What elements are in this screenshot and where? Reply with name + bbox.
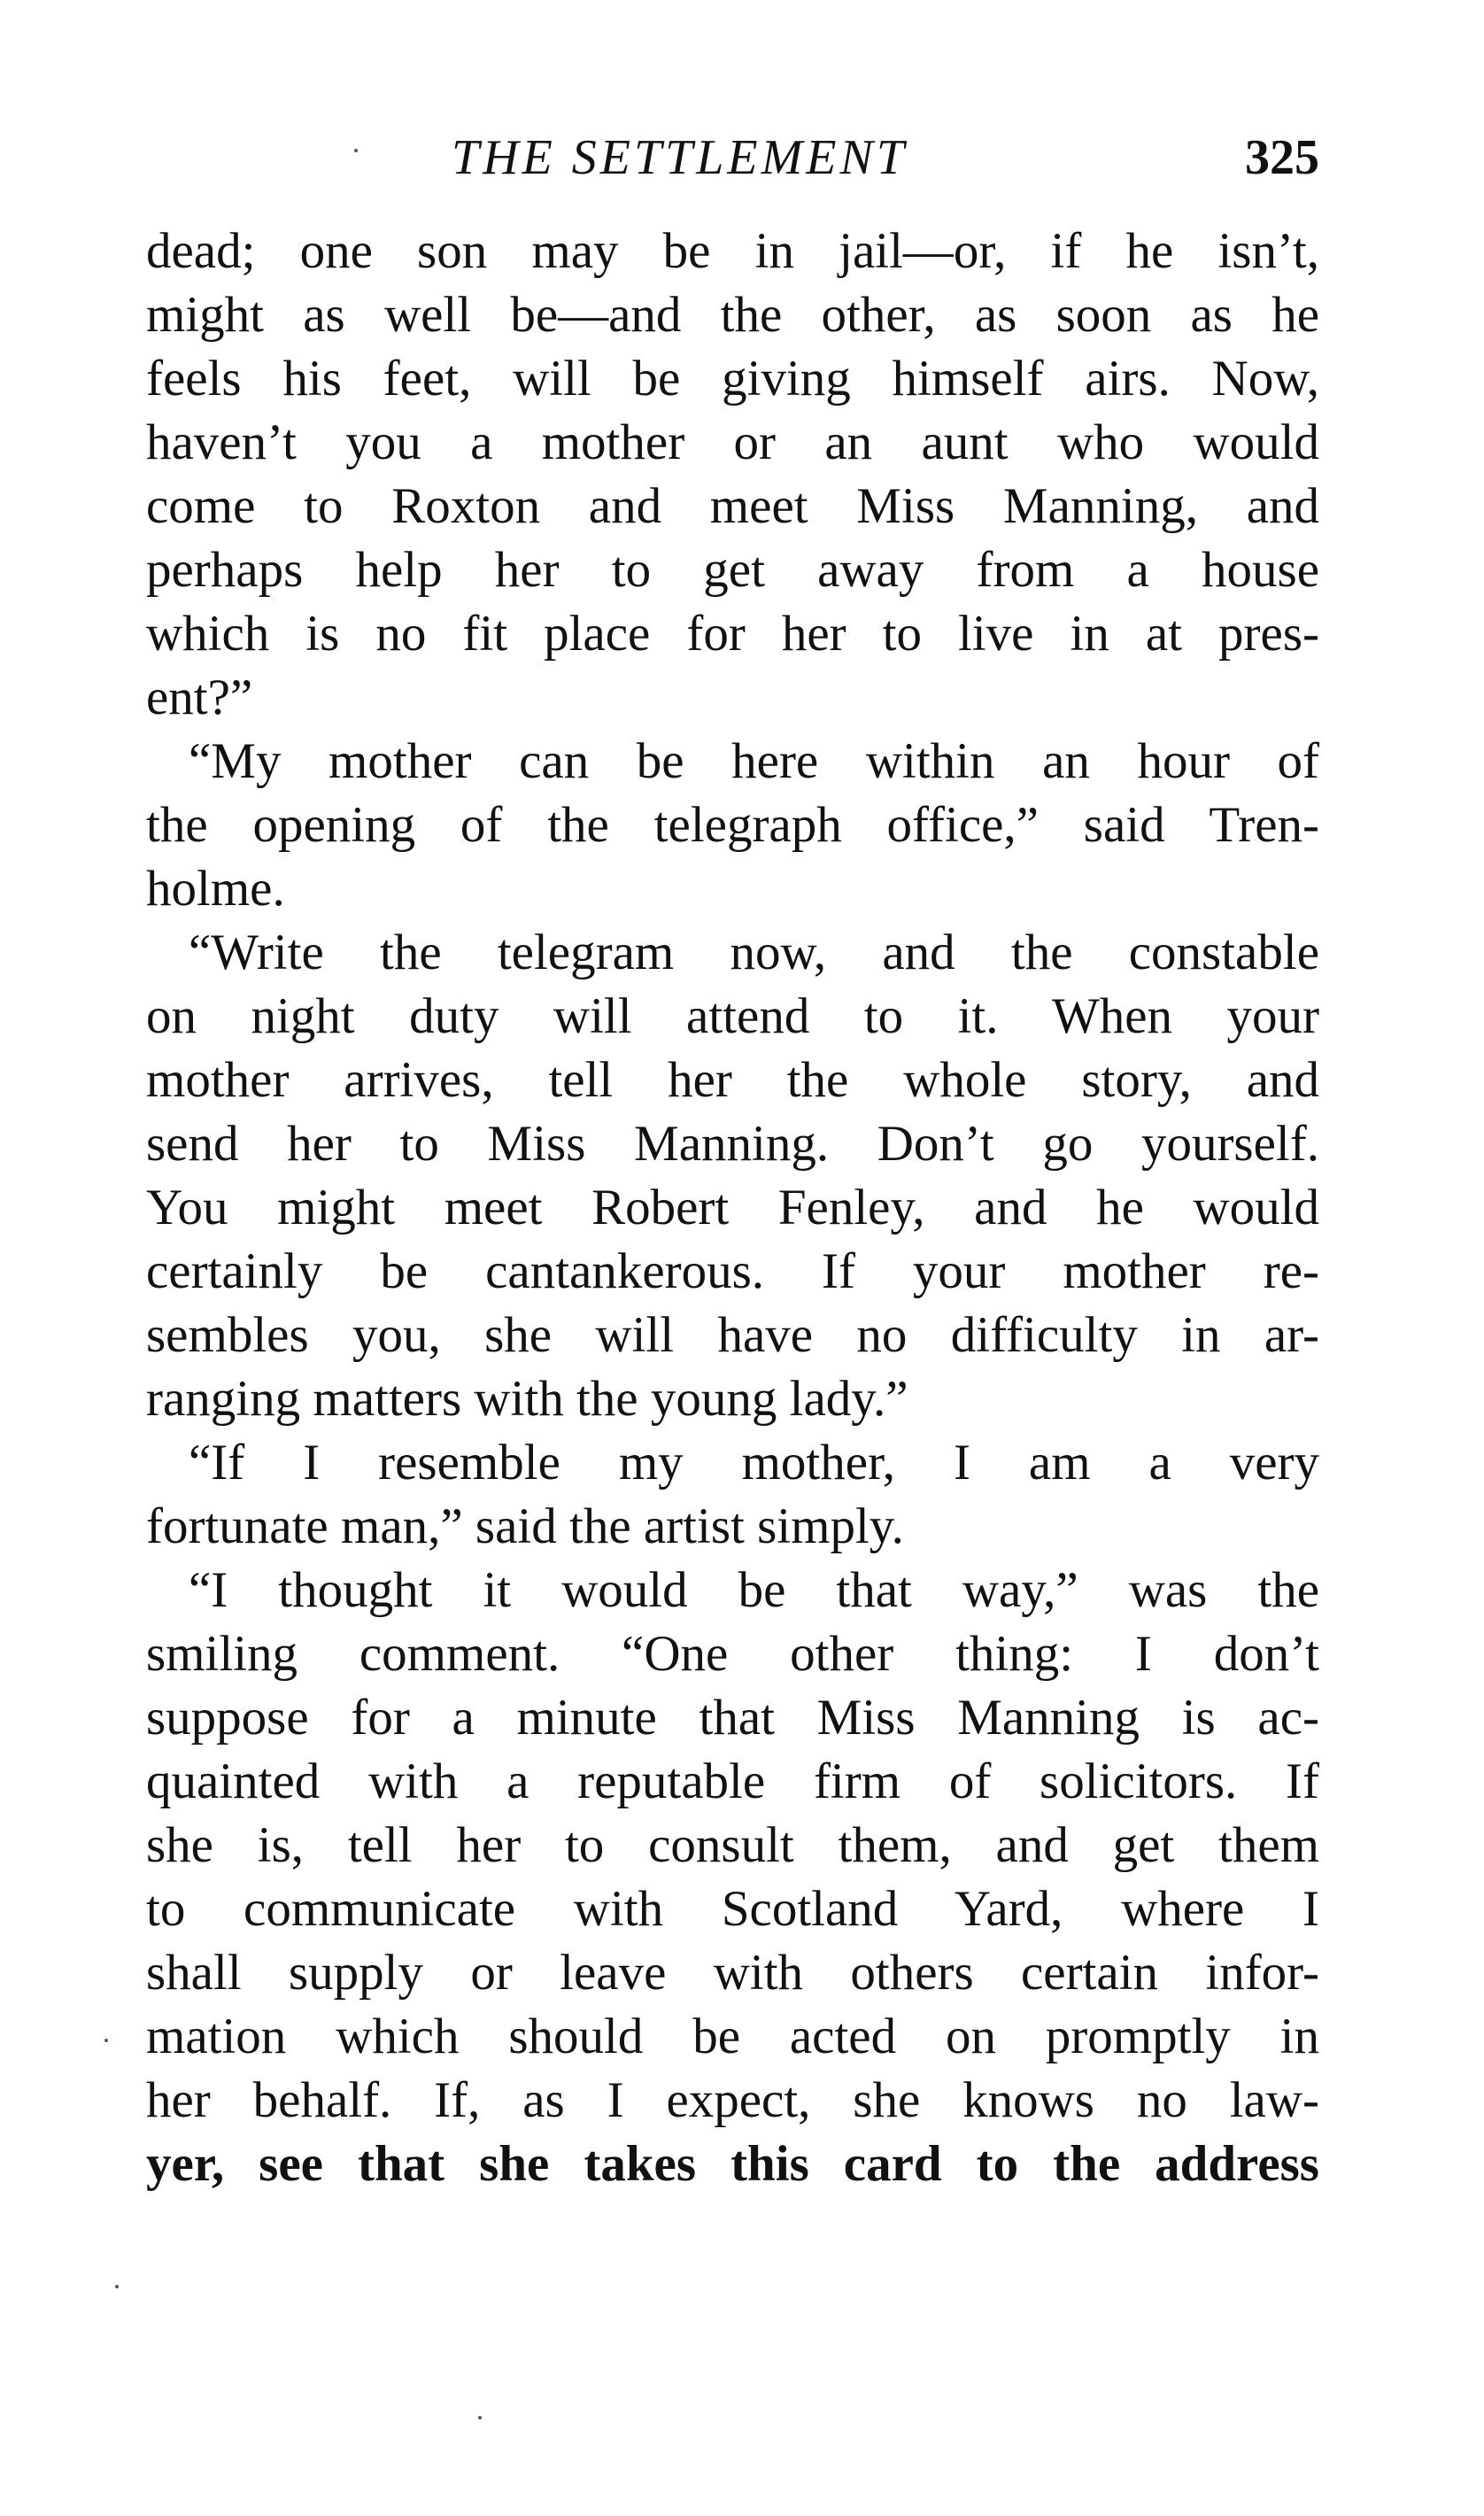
text-line: feels his feet, will be giving himself airs. Now, — [146, 351, 1319, 406]
text-line: sembles you, she will have no difficulty in ar- — [146, 1307, 1319, 1363]
text-line: her behalf. If, as I expect, she knows no law- — [146, 2072, 1319, 2128]
text-line: “My mother can be here within an hour of — [189, 733, 1319, 789]
running-head — [146, 122, 1319, 193]
text-line: she is, tell her to consult them, and get them — [146, 1817, 1319, 1873]
paper-speck — [478, 2416, 482, 2419]
text-line: ranging matters with the young lady.” — [146, 1371, 908, 1427]
text-line: “I thought it would be that way,” was the — [189, 1562, 1319, 1618]
text-line: holme. — [146, 861, 285, 917]
text-line: shall supply or leave with others certain infor- — [146, 1945, 1319, 2001]
text-line: yer, see that she takes this card to the address — [146, 2136, 1319, 2192]
text-line: mation which should be acted on promptly in — [146, 2009, 1319, 2064]
text-line: perhaps help her to get away from a house — [146, 542, 1319, 598]
body-text — [146, 220, 1319, 2196]
paper-speck — [115, 2285, 119, 2288]
text-line: which is no fit place for her to live in at pres- — [146, 606, 1319, 662]
text-line: to communicate with Scotland Yard, where I — [146, 1881, 1319, 1937]
text-line: “If I resemble my mother, I am a very — [189, 1435, 1319, 1490]
text-line: ent?” — [146, 670, 253, 725]
text-line: fortunate man,” said the artist simply. — [146, 1498, 904, 1554]
text-line: mother arrives, tell her the whole story, and — [146, 1052, 1319, 1108]
text-line: come to Roxton and meet Miss Manning, and — [146, 478, 1319, 534]
text-line: You might meet Robert Fenley, and he would — [146, 1180, 1319, 1235]
running-title: THE SETTLEMENT — [452, 130, 908, 185]
text-line: might as well be—and the other, as soon as he — [146, 287, 1319, 343]
text-line: suppose for a minute that Miss Manning is ac- — [146, 1690, 1319, 1746]
paper-speck — [354, 149, 358, 152]
text-line: certainly be cantankerous. If your mother re- — [146, 1243, 1319, 1299]
text-line: quainted with a reputable firm of solicitors. If — [146, 1753, 1319, 1809]
text-line: on night duty will attend to it. When your — [146, 988, 1319, 1044]
text-line: dead; one son may be in jail—or, if he isn’t, — [146, 223, 1319, 279]
text-line: the opening of the telegraph office,” said Tren- — [146, 797, 1319, 853]
text-line: send her to Miss Manning. Don’t go yourself. — [146, 1116, 1319, 1172]
paper-speck — [104, 2039, 108, 2042]
page-number: 325 — [1245, 130, 1319, 185]
text-line: haven’t you a mother or an aunt who would — [146, 414, 1319, 470]
text-line: smiling comment. “One other thing: I don’t — [146, 1626, 1319, 1682]
text-line: “Write the telegram now, and the constable — [189, 925, 1319, 980]
